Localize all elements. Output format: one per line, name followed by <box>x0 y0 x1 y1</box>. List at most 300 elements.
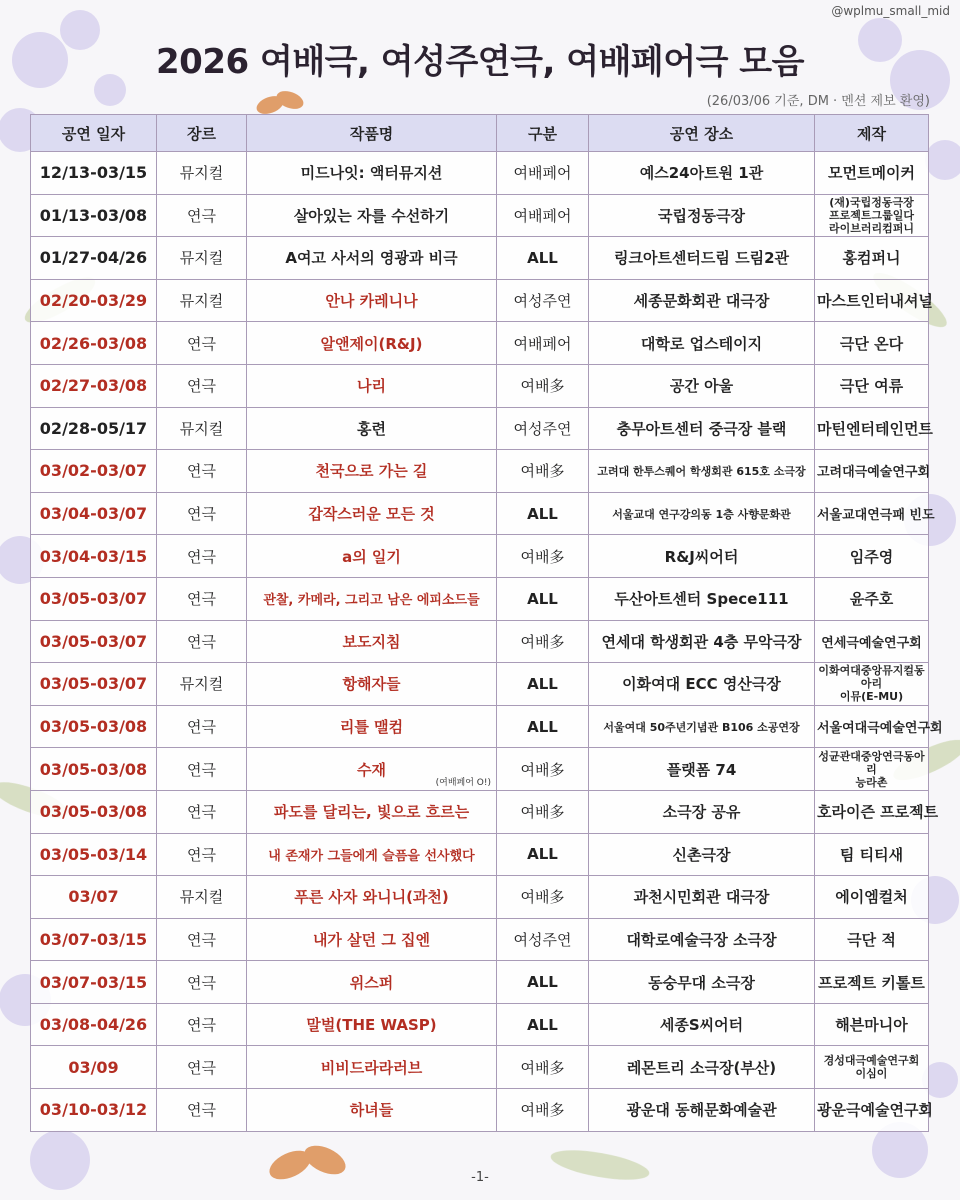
cell-title <box>247 876 497 919</box>
table-row <box>31 279 929 322</box>
cell-category-text: 여배多 <box>520 888 565 907</box>
header-category: 구분 <box>497 115 589 152</box>
cell-category-text: 여배多 <box>520 1058 565 1077</box>
cell-genre <box>157 961 247 1004</box>
cell-venue-text: 두산아트센터 Spece111 <box>614 590 789 609</box>
cell-venue-text: 서울교대 연구강의동 1층 사향문화관 <box>612 507 791 521</box>
account-handle: @wplmu_small_mid <box>831 4 950 18</box>
cell-date-text: 03/05-03/08 <box>39 759 148 779</box>
cell-date-text: 03/04-03/15 <box>39 546 148 566</box>
cell-date <box>31 152 157 195</box>
cell-genre <box>157 492 247 535</box>
page-number: -1- <box>471 1170 489 1185</box>
cell-date-text: 03/05-03/08 <box>39 717 148 737</box>
table-row <box>31 1089 929 1132</box>
cell-date-text: 03/07-03/15 <box>39 929 148 949</box>
cell-venue <box>589 918 815 961</box>
cell-title <box>247 790 497 833</box>
cell-category <box>497 279 589 322</box>
cell-genre-text: 연극 <box>187 718 216 737</box>
cell-venue-text: 국립정동극장 <box>658 206 745 225</box>
table-row <box>31 663 929 706</box>
cell-category <box>497 407 589 450</box>
cell-genre-text: 연극 <box>187 462 216 481</box>
cell-category <box>497 705 589 748</box>
cell-venue <box>589 961 815 1004</box>
cell-production <box>815 961 929 1004</box>
cell-production-text: 광운극예술연구회 <box>817 1101 933 1120</box>
cell-category <box>497 961 589 1004</box>
cell-category <box>497 1089 589 1132</box>
cell-venue <box>589 620 815 663</box>
header-title: 작품명 <box>247 115 497 152</box>
cell-date <box>31 1046 157 1089</box>
cell-production <box>815 705 943 748</box>
header-venue: 공연 장소 <box>589 115 815 152</box>
cell-date <box>31 663 157 706</box>
cell-genre-text: 연극 <box>187 760 216 779</box>
cell-venue-text: 동숭무대 소극장 <box>648 973 755 992</box>
table-row <box>31 237 929 280</box>
cell-title <box>247 364 497 407</box>
cell-production <box>815 918 929 961</box>
cell-title <box>247 152 497 195</box>
cell-genre <box>157 705 247 748</box>
cell-title <box>247 492 497 535</box>
cell-production <box>815 876 929 919</box>
cell-title <box>247 833 497 876</box>
cell-date <box>31 790 157 833</box>
cell-category-text: 여성주연 <box>513 930 572 949</box>
cell-date-text: 03/05-03/14 <box>39 844 148 864</box>
cell-date-text: 03/08-04/26 <box>39 1015 148 1035</box>
cell-title <box>247 918 497 961</box>
cell-production-text: 마틴엔터테인먼트 <box>817 419 933 438</box>
cell-production-text: 임주영 <box>849 547 894 566</box>
cell-date-text: 03/05-03/08 <box>39 802 148 822</box>
cell-date <box>31 322 157 365</box>
cell-genre-text: 연극 <box>187 590 216 609</box>
cell-category-text: 여성주연 <box>513 419 572 438</box>
cell-genre-text: 뮤지컬 <box>179 675 224 694</box>
table-row <box>31 1046 929 1089</box>
cell-genre-text: 연극 <box>187 505 216 524</box>
cell-venue-text: 공간 아울 <box>669 377 734 396</box>
cell-date <box>31 194 157 237</box>
cell-category-text: ALL <box>527 504 558 523</box>
cell-venue <box>589 1046 815 1089</box>
cell-title-text: 항해자들 <box>342 675 401 694</box>
cell-venue <box>589 450 815 493</box>
cell-venue <box>589 577 815 620</box>
header-production: 제작 <box>815 115 929 152</box>
cell-venue <box>589 663 815 706</box>
cell-date <box>31 535 157 578</box>
header-genre: 장르 <box>157 115 247 152</box>
cell-production-text: 극단 온다 <box>839 334 904 353</box>
cell-date-text: 02/28-05/17 <box>39 418 148 438</box>
cell-venue-text: 고려대 한투스퀘어 학생회관 615호 소극장 <box>597 464 806 478</box>
cell-venue <box>589 407 815 450</box>
table-row <box>31 577 929 620</box>
cell-genre-text: 뮤지컬 <box>179 419 224 438</box>
cell-category-text: ALL <box>527 589 558 608</box>
cell-production <box>815 237 929 280</box>
cell-production-text: 프로젝트 키톨트 <box>818 973 925 992</box>
cell-date-text: 03/05-03/07 <box>39 631 148 651</box>
cell-category <box>497 918 589 961</box>
table-row <box>31 961 929 1004</box>
performance-table <box>30 114 943 1132</box>
header-date: 공연 일자 <box>31 115 157 152</box>
cell-genre <box>157 152 247 195</box>
cell-date <box>31 492 157 535</box>
cell-category-text: 여배多 <box>520 462 565 481</box>
cell-venue <box>589 1089 815 1132</box>
cell-title-text: 나리 <box>357 377 386 396</box>
cell-category <box>497 748 589 791</box>
cell-category <box>497 237 589 280</box>
cell-venue-text: 과천시민회관 대극장 <box>633 888 770 907</box>
cell-venue <box>589 1003 815 1046</box>
table-row <box>31 790 929 833</box>
cell-date <box>31 833 157 876</box>
table-row <box>31 407 929 450</box>
cell-title-text: 관찰, 카메라, 그리고 남은 에피소드들 <box>263 593 480 609</box>
cell-title-text: 미드나잇: 액터뮤지션 <box>300 164 443 183</box>
cell-date-text: 03/10-03/12 <box>39 1100 148 1120</box>
cell-genre-text: 뮤지컬 <box>179 164 224 183</box>
cell-category-text: ALL <box>527 1015 558 1034</box>
cell-production <box>815 322 929 365</box>
cell-genre-text: 연극 <box>187 1101 216 1120</box>
cell-category-text: 여성주연 <box>513 292 572 311</box>
cell-category-text: ALL <box>527 674 558 693</box>
cell-category <box>497 1003 589 1046</box>
cell-production <box>815 152 929 195</box>
cell-venue <box>589 876 815 919</box>
cell-genre-text: 연극 <box>187 803 216 822</box>
cell-genre <box>157 876 247 919</box>
cell-genre-text: 뮤지컬 <box>179 292 224 311</box>
cell-venue <box>589 237 815 280</box>
cell-production: 이화여대중앙뮤지컬동아리 이뮤(E-MU) <box>815 663 929 706</box>
cell-title <box>247 237 497 280</box>
table-row <box>31 322 929 365</box>
cell-venue-text: 소극장 공유 <box>662 803 741 822</box>
cell-genre-text: 연극 <box>187 845 216 864</box>
cell-genre <box>157 407 247 450</box>
cell-production-text: 서울교대연극패 빈도 <box>817 508 935 524</box>
cell-genre <box>157 1046 247 1089</box>
cell-title-text: a의 일기 <box>342 547 401 566</box>
cell-production-text: 고려대극예술연구회 <box>817 465 931 481</box>
cell-production-text: 팀 티티새 <box>839 845 904 864</box>
cell-production-text: 모먼트메이커 <box>828 164 915 183</box>
table-row <box>31 876 929 919</box>
cell-category <box>497 194 589 237</box>
cell-venue-text: 링크아트센터드림 드림2관 <box>613 249 790 268</box>
cell-genre-text: 연극 <box>187 377 216 396</box>
cell-date <box>31 364 157 407</box>
cell-production <box>815 1003 929 1046</box>
cell-date <box>31 450 157 493</box>
cell-genre <box>157 918 247 961</box>
table-row <box>31 194 929 237</box>
cell-category-text: ALL <box>527 973 558 992</box>
cell-category <box>497 364 589 407</box>
cell-venue-text: 광운대 동해문화예술관 <box>626 1101 777 1120</box>
table-row <box>31 535 929 578</box>
cell-title-text: 말벌(THE WASP) <box>306 1016 437 1035</box>
cell-venue <box>589 279 815 322</box>
cell-production: (재)국립정동극장 프로젝트그룹일다 라이브러리컴퍼니 <box>815 194 929 237</box>
cell-title-text: 내가 살던 그 집엔 <box>312 930 431 949</box>
table-row <box>31 1003 929 1046</box>
cell-venue <box>589 833 815 876</box>
cell-date <box>31 1003 157 1046</box>
cell-genre <box>157 1003 247 1046</box>
cell-title-text: 홍련 <box>357 419 386 438</box>
cell-title-text: 하녀들 <box>349 1101 394 1120</box>
table-header-row <box>31 115 929 152</box>
cell-production-text: 에이엠컬처 <box>835 888 908 907</box>
cell-production-text: 해븐마니아 <box>835 1016 908 1035</box>
cell-venue <box>589 748 815 791</box>
cell-title <box>247 577 497 620</box>
cell-venue-text: 플랫폼 74 <box>666 760 737 779</box>
cell-date <box>31 407 157 450</box>
cell-production <box>815 364 929 407</box>
cell-genre-text: 뮤지컬 <box>179 888 224 907</box>
cell-date-text: 02/20-03/29 <box>39 291 148 311</box>
cell-title <box>247 407 497 450</box>
cell-production-text: 윤주호 <box>849 590 894 609</box>
cell-production <box>815 407 933 450</box>
cell-category <box>497 620 589 663</box>
cell-venue-text: 예스24아트원 1관 <box>639 164 764 183</box>
cell-venue-text: 대학로예술극장 소극장 <box>626 930 777 949</box>
cell-venue-text: 레몬트리 소극장(부산) <box>626 1058 777 1077</box>
cell-category-text: ALL <box>527 248 558 267</box>
cell-title-text: 리틀 맬컴 <box>339 718 404 737</box>
cell-venue <box>589 492 815 535</box>
cell-venue-text: 충무아트센터 중극장 블랙 <box>616 419 787 438</box>
cell-production <box>815 577 929 620</box>
cell-category <box>497 790 589 833</box>
cell-title <box>247 450 497 493</box>
cell-venue-text: 서울여대 50주년기념관 B106 소공연장 <box>603 720 800 734</box>
cell-date-text: 01/13-03/08 <box>39 205 148 225</box>
table-row <box>31 492 929 535</box>
cell-production-text: 극단 적 <box>847 930 896 949</box>
cell-date <box>31 748 157 791</box>
cell-date-text: 03/09 <box>68 1057 119 1077</box>
cell-title-text: 천국으로 가는 길 <box>315 462 428 481</box>
cell-title <box>247 1046 497 1089</box>
cell-venue <box>589 705 815 748</box>
cell-genre-text: 연극 <box>187 973 216 992</box>
cell-date <box>31 237 157 280</box>
cell-category-text: 여배페어 <box>513 206 572 225</box>
cell-category <box>497 322 589 365</box>
cell-title-text: 갑작스러운 모든 것 <box>308 505 435 524</box>
cell-genre <box>157 790 247 833</box>
cell-title <box>247 322 497 365</box>
table-row <box>31 620 929 663</box>
cell-category <box>497 152 589 195</box>
cell-genre-text: 연극 <box>187 334 216 353</box>
cell-title <box>247 705 497 748</box>
cell-venue-text: 연세대 학생회관 4층 무악극장 <box>601 632 802 651</box>
cell-category-text: 여배多 <box>520 377 565 396</box>
cell-genre <box>157 663 247 706</box>
cell-production <box>815 279 933 322</box>
cell-production <box>815 790 939 833</box>
cell-date-text: 03/02-03/07 <box>39 461 148 481</box>
cell-date-text: 03/05-03/07 <box>39 674 148 694</box>
cell-title-text: 보도지침 <box>342 632 401 651</box>
cell-date-text: 01/27-04/26 <box>39 248 148 268</box>
cell-genre-text: 연극 <box>187 632 216 651</box>
cell-genre-text: 연극 <box>187 547 216 566</box>
cell-genre <box>157 450 247 493</box>
cell-title-text: 안나 카레니나 <box>325 292 418 311</box>
cell-date-text: 12/13-03/15 <box>39 163 148 183</box>
cell-title-text: 파도를 달리는, 빛으로 흐르는 <box>273 803 470 822</box>
cell-date <box>31 705 157 748</box>
cell-production <box>815 1089 933 1132</box>
cell-title-text: 수재 <box>357 760 386 779</box>
cell-title <box>247 194 497 237</box>
cell-venue <box>589 790 815 833</box>
cell-genre <box>157 194 247 237</box>
cell-title-text: 알앤제이(R&J) <box>320 334 423 353</box>
cell-title <box>247 748 497 791</box>
cell-genre <box>157 279 247 322</box>
cell-title <box>247 1003 497 1046</box>
cell-production-text: 서울여대극예술연구회 <box>817 721 943 737</box>
cell-title-text: 비비드라라러브 <box>320 1058 423 1077</box>
cell-title <box>247 1089 497 1132</box>
cell-category <box>497 535 589 578</box>
cell-date <box>31 1089 157 1132</box>
cell-venue-text: R&J씨어터 <box>664 547 739 566</box>
cell-production-text: 홍컴퍼니 <box>842 249 901 268</box>
cell-category-text: 여배페어 <box>513 334 572 353</box>
cell-date <box>31 961 157 1004</box>
cell-genre-text: 뮤지컬 <box>179 249 224 268</box>
cell-title <box>247 663 497 706</box>
cell-date <box>31 620 157 663</box>
cell-genre <box>157 364 247 407</box>
page-subtitle: (26/03/06 기준, DM · 멘션 제보 환영) <box>706 94 930 109</box>
cell-title-text: 살아있는 자를 수선하기 <box>293 206 450 225</box>
table-row <box>31 918 929 961</box>
cell-title <box>247 961 497 1004</box>
cell-genre-text: 연극 <box>187 206 216 225</box>
cell-title <box>247 279 497 322</box>
cell-title-text: 푸른 사자 와니니(과천) <box>294 888 449 907</box>
cell-category <box>497 450 589 493</box>
cell-genre <box>157 322 247 365</box>
cell-production <box>815 833 929 876</box>
cell-production <box>815 620 929 663</box>
cell-category <box>497 876 589 919</box>
page-title: 2026 여배극, 여성주연극, 여배페어극 모음 <box>156 42 804 82</box>
cell-genre <box>157 535 247 578</box>
table-row <box>31 748 929 791</box>
title-note: (여배페어 O!) <box>435 777 491 788</box>
cell-category-text: 여배多 <box>520 1101 565 1120</box>
cell-category <box>497 577 589 620</box>
cell-date-text: 03/07 <box>68 887 119 907</box>
cell-genre <box>157 237 247 280</box>
cell-date-text: 03/07-03/15 <box>39 972 148 992</box>
cell-production <box>815 535 929 578</box>
cell-venue <box>589 322 815 365</box>
cell-category-text: 여배페어 <box>513 164 572 183</box>
table-row <box>31 833 929 876</box>
cell-title-text: 내 존재가 그들에게 슬픔을 선사했다 <box>268 848 475 864</box>
cell-venue <box>589 535 815 578</box>
cell-title-text: A여고 사서의 영광과 비극 <box>285 249 458 268</box>
cell-genre <box>157 577 247 620</box>
cell-venue-text: 대학로 업스테이지 <box>640 334 763 353</box>
cell-genre-text: 연극 <box>187 1058 216 1077</box>
table-row <box>31 152 929 195</box>
cell-date <box>31 918 157 961</box>
cell-category-text: 여배多 <box>520 632 565 651</box>
cell-category <box>497 492 589 535</box>
cell-genre-text: 연극 <box>187 930 216 949</box>
cell-date-text: 02/26-03/08 <box>39 333 148 353</box>
cell-venue-text: 세종S씨어터 <box>659 1016 744 1035</box>
table-row <box>31 450 929 493</box>
cell-category-text: 여배多 <box>520 803 565 822</box>
cell-category-text: 여배多 <box>520 760 565 779</box>
cell-genre <box>157 620 247 663</box>
cell-category-text: ALL <box>527 717 558 736</box>
cell-genre <box>157 1089 247 1132</box>
cell-category <box>497 1046 589 1089</box>
cell-venue <box>589 194 815 237</box>
cell-venue-text: 신촌극장 <box>672 845 731 864</box>
cell-genre <box>157 833 247 876</box>
cell-production-text: 극단 여류 <box>839 377 904 396</box>
cell-venue-text: 이화여대 ECC 영산극장 <box>622 675 781 694</box>
cell-genre <box>157 748 247 791</box>
cell-production <box>815 492 935 535</box>
cell-venue <box>589 364 815 407</box>
cell-date <box>31 577 157 620</box>
cell-category <box>497 833 589 876</box>
cell-category-text: 여배多 <box>520 547 565 566</box>
cell-date-text: 03/04-03/07 <box>39 504 148 524</box>
table-row <box>31 705 929 748</box>
cell-production-text: 호라이즌 프로젝트 <box>817 803 939 822</box>
cell-title-text: 위스퍼 <box>349 973 394 992</box>
cell-title <box>247 535 497 578</box>
cell-title <box>247 620 497 663</box>
cell-production <box>815 450 929 493</box>
cell-category <box>497 663 589 706</box>
cell-production: 경성대극예술연구회 이심이 <box>815 1046 929 1089</box>
cell-date <box>31 279 157 322</box>
cell-venue <box>589 152 815 195</box>
cell-production-text: 마스트인터내셔널 <box>817 292 933 311</box>
cell-category-text: ALL <box>527 845 558 864</box>
